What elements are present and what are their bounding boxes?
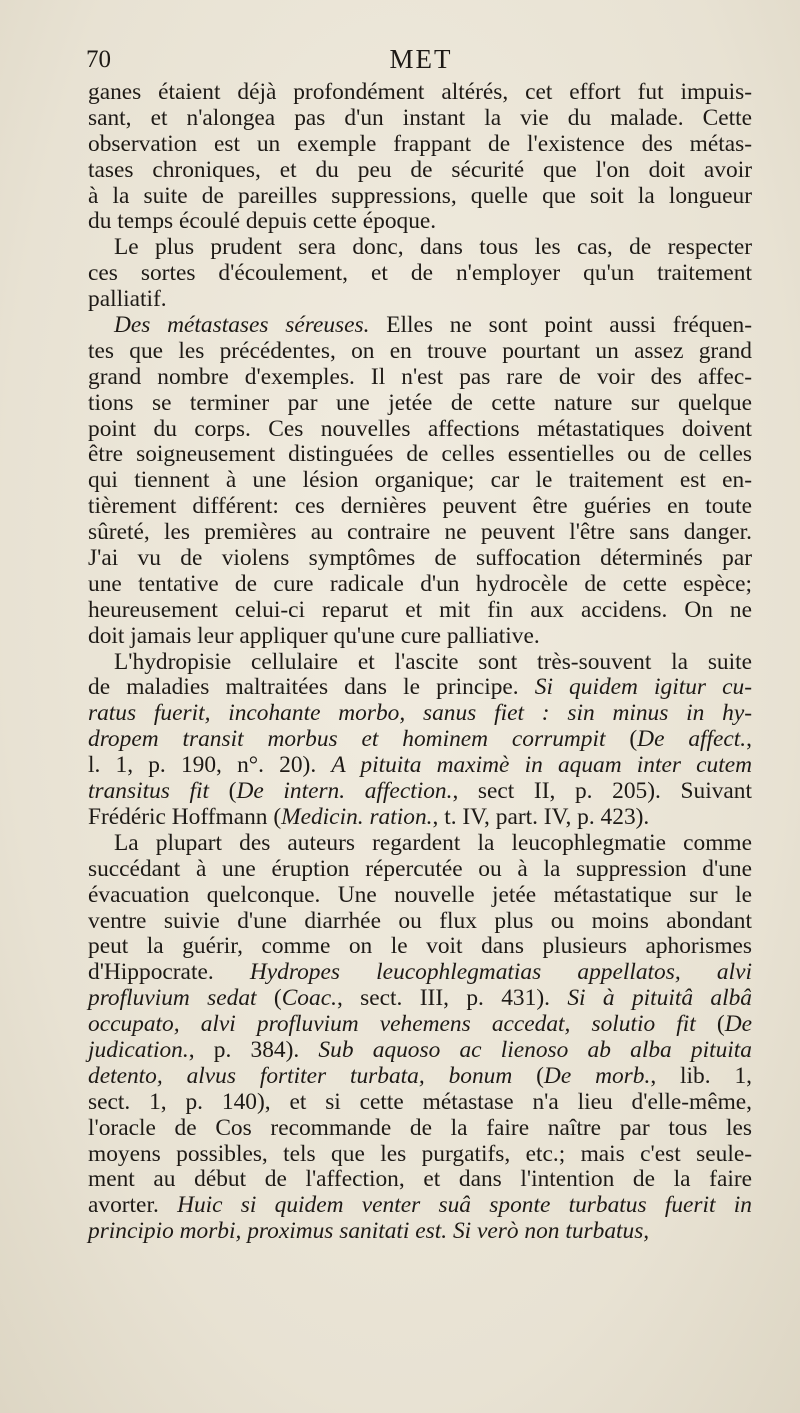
- text-line: [88, 184, 752, 210]
- italic-text: Des métastases séreuses.: [114, 312, 370, 339]
- text-segment: l'oracle de Cos recommande de la faire naître par tous les: [88, 1114, 752, 1141]
- italic-text: judication.: [88, 1036, 189, 1063]
- text-segment: Le plus prudent sera donc, dans tous les cas, de respecter: [114, 234, 752, 261]
- text-segment: L'hydropisie cellulaire et l'ascite sont très-souvent la suite: [114, 648, 752, 675]
- text-segment: point du corps. Ces nouvelles affections métastatiques doivent: [88, 415, 752, 442]
- text-line: [88, 261, 752, 287]
- text-segment: Frédéric Hoffmann (: [88, 803, 282, 830]
- text-segment: d'Hippocrate.: [88, 959, 250, 986]
- text-segment: (: [256, 985, 282, 1012]
- text-line: [88, 520, 752, 546]
- text-segment: ,: [746, 726, 752, 753]
- text-line: [88, 1193, 752, 1219]
- text-segment: peut la guérir, comme on le voit dans plusieurs aphorismes: [88, 933, 752, 960]
- italic-text: detento, alvus fortiter turbata, bonum: [88, 1062, 513, 1089]
- italic-text: Hydropes leucophlegmatias appellatos, alvi: [249, 959, 752, 986]
- text-segment: , sect. III, p. 431).: [336, 985, 568, 1012]
- text-line: [88, 417, 752, 443]
- text-segment: tases chroniques, et du peu de sécurité que l'on doit avoir: [88, 156, 752, 183]
- text-line: [88, 494, 752, 520]
- text-line: [88, 132, 752, 158]
- text-segment: qui tiennent à une lésion organique; car le traitement est en-: [88, 467, 752, 494]
- text-line: [88, 1012, 752, 1038]
- text-segment: J'ai vu de violens symptômes de suffocation déterminés par: [88, 545, 752, 572]
- text-line: [88, 779, 752, 805]
- italic-text: De affect.: [637, 726, 747, 753]
- paragraph: [88, 235, 752, 313]
- text-segment: moyens possibles, tels que les purgatifs, etc.; mais c'est seule-: [88, 1140, 752, 1167]
- text-segment: heureusement celui-ci reparut et mit fin aux accidens. On ne: [88, 596, 752, 623]
- text-line: [88, 1064, 752, 1090]
- text-line: [88, 468, 752, 494]
- italic-text: Si quidem igitur cu-: [534, 674, 752, 701]
- paragraph: [88, 831, 752, 1245]
- text-line: [88, 1167, 752, 1193]
- text-segment: (: [209, 778, 237, 805]
- text-line: [88, 287, 752, 313]
- text-line: [88, 546, 752, 572]
- text-line: [88, 1142, 752, 1168]
- text-line: [88, 701, 752, 727]
- text-segment: (: [512, 1062, 544, 1089]
- text-segment: , t. IV, part. IV, p. 423).: [432, 803, 650, 830]
- text-line: [88, 1219, 752, 1245]
- italic-text: De morb.: [543, 1062, 651, 1089]
- text-line: [88, 339, 752, 365]
- text-line: [88, 106, 752, 132]
- italic-text: Sub aquoso ac lienoso ab alba pituita: [318, 1036, 752, 1063]
- text-segment: observation est un exemple frappant de l'existence des métas-: [88, 130, 752, 157]
- italic-text: De: [724, 1011, 752, 1038]
- text-segment: tièrement différent: ces dernières peuvent être guéries en toute: [88, 493, 752, 520]
- text-line: [88, 805, 752, 831]
- text-segment: l. 1, p. 190, n°. 20).: [88, 752, 332, 779]
- text-segment: ment au début de l'affection, et dans l'intention de la faire: [88, 1166, 752, 1193]
- text-segment: tions se terminer par une jetée de cette nature sur quelque: [88, 389, 752, 416]
- text-line: [88, 442, 752, 468]
- italic-text: occupato, alvi profluvium vehemens accedat, solutio fit: [88, 1011, 696, 1038]
- text-segment: être soigneusement distinguées de celles essentielles ou de celles: [88, 441, 752, 468]
- text-segment: tes que les précédentes, on en trouve pourtant un assez grand: [88, 337, 752, 364]
- text-line: [88, 209, 752, 235]
- text-segment: (: [695, 1011, 725, 1038]
- text-line: [88, 883, 752, 909]
- text-line: [88, 1090, 752, 1116]
- text-line: [88, 313, 752, 339]
- text-line: [88, 365, 752, 391]
- text-line: [88, 675, 752, 701]
- text-line: [88, 1116, 752, 1142]
- text-line: [88, 391, 752, 417]
- paragraph: [88, 80, 752, 235]
- text-segment: ventre suivie d'une diarrhée ou flux plus ou moins abondant: [88, 907, 752, 934]
- text-segment: du temps écoulé depuis cette époque.: [88, 208, 437, 235]
- text-line: [88, 624, 752, 650]
- italic-text: principio morbi, proximus sanitati est. Si verò non turbatus,: [88, 1218, 650, 1245]
- running-head: MET: [389, 44, 453, 74]
- text-segment: palliatif.: [88, 286, 167, 313]
- body-text: [88, 80, 752, 1245]
- text-line: [88, 598, 752, 624]
- text-segment: une tentative de cure radicale d'un hydrocèle de cette espèce;: [88, 570, 752, 597]
- text-segment: sûreté, les premières au contraire ne peuvent l'être sans danger.: [88, 519, 752, 546]
- text-segment: sant, et n'alongea pas d'un instant la vie du malade. Cette: [88, 104, 752, 131]
- text-segment: , lib. 1,: [650, 1062, 752, 1089]
- text-segment: grand nombre d'exemples. Il n'est pas rare de voir des affec-: [88, 363, 752, 390]
- text-segment: doit jamais leur appliquer qu'une cure palliative.: [88, 622, 540, 649]
- text-line: [88, 235, 752, 261]
- text-line: [88, 753, 752, 779]
- text-segment: , p. 384).: [188, 1036, 319, 1063]
- text-segment: ces sortes d'écoulement, et de n'employer qu'un traitement: [88, 260, 752, 287]
- italic-text: transitus fit: [88, 778, 210, 805]
- text-line: [88, 650, 752, 676]
- text-line: [88, 857, 752, 883]
- italic-text: ratus fuerit, incohante morbo, sanus fiet : sin minus in hy-: [88, 700, 752, 727]
- italic-text: Medicin. ration.: [281, 803, 433, 830]
- text-line: [88, 831, 752, 857]
- text-segment: Elles ne sont point aussi fréquen-: [369, 312, 753, 339]
- italic-text: dropem transit morbus et hominem corrumpit: [88, 726, 606, 753]
- text-line: [88, 572, 752, 598]
- text-line: [88, 1038, 752, 1064]
- text-segment: La plupart des auteurs regardent la leucophlegmatie comme: [114, 829, 752, 856]
- italic-text: Coac.: [281, 985, 337, 1012]
- italic-text: profluvium sedat: [88, 985, 257, 1012]
- text-line: [88, 986, 752, 1012]
- paragraph: [88, 650, 752, 831]
- page-number: 70: [86, 46, 111, 73]
- italic-text: Huic si quidem venter suâ sponte turbatus fuerit in: [177, 1192, 752, 1219]
- page-header: [86, 44, 756, 80]
- italic-text: Si à pituitâ albâ: [567, 985, 752, 1012]
- text-line: [88, 909, 752, 935]
- text-segment: à la suite de pareilles suppressions, quelle que soit la longueur: [88, 182, 752, 209]
- text-segment: sect. 1, p. 140), et si cette métastase n'a lieu d'elle-même,: [88, 1088, 752, 1115]
- text-segment: succédant à une éruption répercutée ou à la suppression d'une: [88, 855, 752, 882]
- text-line: [88, 727, 752, 753]
- text-segment: de maladies maltraitées dans le principe.: [88, 674, 535, 701]
- text-segment: (: [605, 726, 638, 753]
- text-segment: ganes étaient déjà profondément altérés, cet effort fut impuis-: [88, 79, 752, 105]
- text-line: [88, 934, 752, 960]
- text-segment: , sect II, p. 205). Suivant: [452, 778, 753, 805]
- italic-text: De intern. affection.: [236, 778, 453, 805]
- italic-text: A pituita maximè in aquam inter cutem: [331, 752, 752, 779]
- paragraph: [88, 313, 752, 650]
- text-line: [88, 80, 752, 106]
- text-segment: avorter.: [88, 1192, 178, 1219]
- text-segment: évacuation quelconque. Une nouvelle jetée métastatique sur le: [88, 881, 752, 908]
- text-line: [88, 960, 752, 986]
- text-line: [88, 158, 752, 184]
